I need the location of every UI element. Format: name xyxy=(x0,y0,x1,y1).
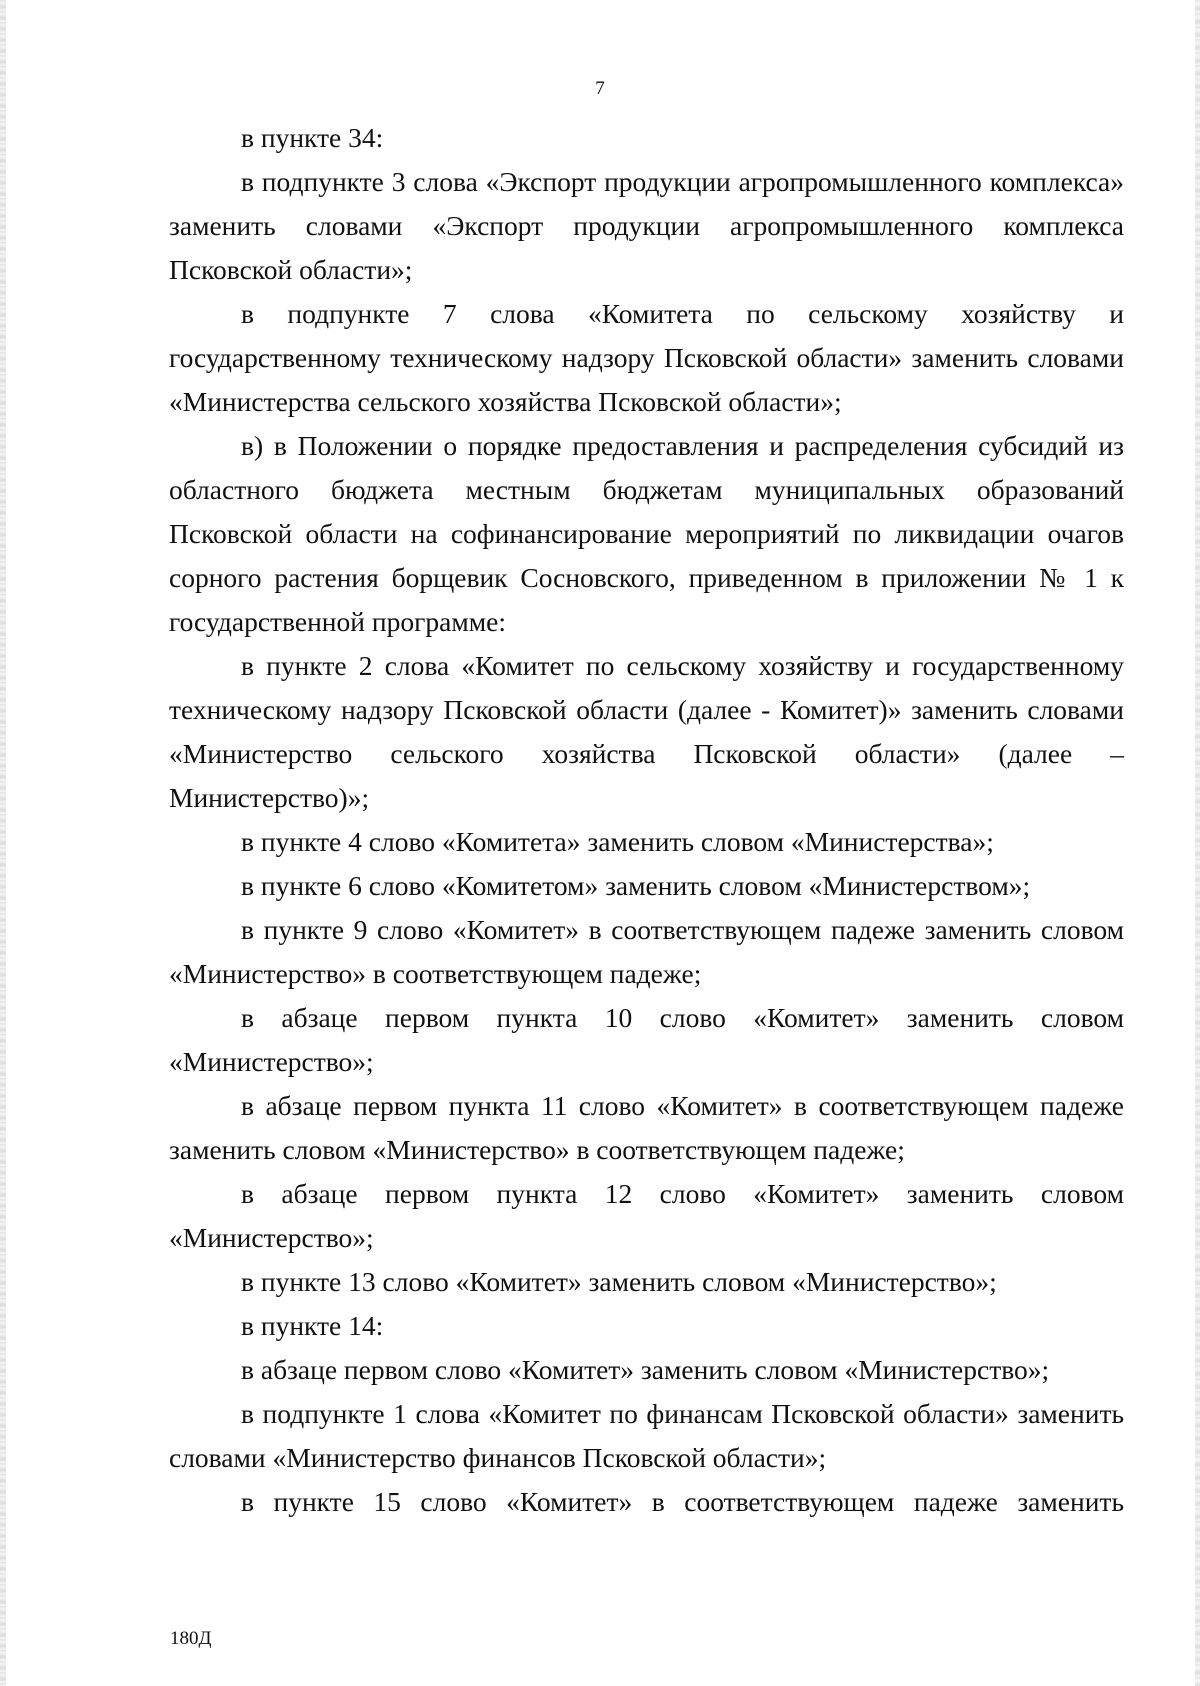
scan-right-edge xyxy=(1195,0,1200,1686)
paragraph: в абзаце первом пункта 12 слово «Комитет» заменить словом «Министерство»; xyxy=(169,1178,1124,1253)
paragraph: в пункте 13 слово «Комитет» заменить словом «Министерство»; xyxy=(241,1266,997,1297)
paragraph: в абзаце первом слово «Комитет» заменить словом «Министерство»; xyxy=(241,1354,1050,1385)
scan-left-edge xyxy=(0,0,6,1686)
paragraph: в пункте 9 слово «Комитет» в соответствующем падеже заменить словом «Министерство» в соответствующем падеже; xyxy=(169,914,1124,989)
paragraph: в подпункте 3 слова «Экспорт продукции агропромышленного комплекса» заменить словами «Экспорт продукции агропромышленного комплекса Псковской области»; xyxy=(169,166,1124,285)
paragraph: в пункте 14: xyxy=(241,1310,384,1341)
paragraph: в абзаце первом пункта 10 слово «Комитет» заменить словом «Министерство»; xyxy=(169,1002,1124,1077)
paragraph: в пункте 15 слово «Комитет» в соответствующем падеже заменить xyxy=(241,1486,1124,1517)
paragraph: в пункте 34: xyxy=(241,122,384,153)
paragraph: в подпункте 7 слова «Комитета по сельскому хозяйству и государственному техническому надзору Псковской области» заменить словами «Министерства сельского хозяйства Псковской области»; xyxy=(169,298,1124,417)
paragraph: в пункте 2 слова «Комитет по сельскому хозяйству и государственному техническому надзору Псковской области (далее - Комитет)» заменить словами «Министерство сельского хозяйства Псковской области» (далее – Министерство)»; xyxy=(169,650,1124,813)
paragraph: в абзаце первом пункта 11 слово «Комитет» в соответствующем падеже заменить словом «Министерство» в соответствующем падеже; xyxy=(169,1090,1124,1165)
paragraph: в) в Положении о порядке предоставления и распределения субсидий из областного бюджета местным бюджетам муниципальных образований Псковской области на софинансирование мероприятий по ликвидации очагов сорного растения борщевик Сосновского, приведенном в приложении № 1 к государственной программе: xyxy=(169,430,1124,637)
document-code: 180Д xyxy=(170,1628,212,1649)
page-number: 7 xyxy=(595,78,605,99)
paragraph: в подпункте 1 слова «Комитет по финансам Псковской области» заменить словами «Министерство финансов Псковской области»; xyxy=(169,1398,1124,1473)
document-body xyxy=(169,116,1124,1524)
paragraph: в пункте 6 слово «Комитетом» заменить словом «Министерством»; xyxy=(241,870,1031,901)
paragraph: в пункте 4 слово «Комитета» заменить словом «Министерства»; xyxy=(241,826,994,857)
